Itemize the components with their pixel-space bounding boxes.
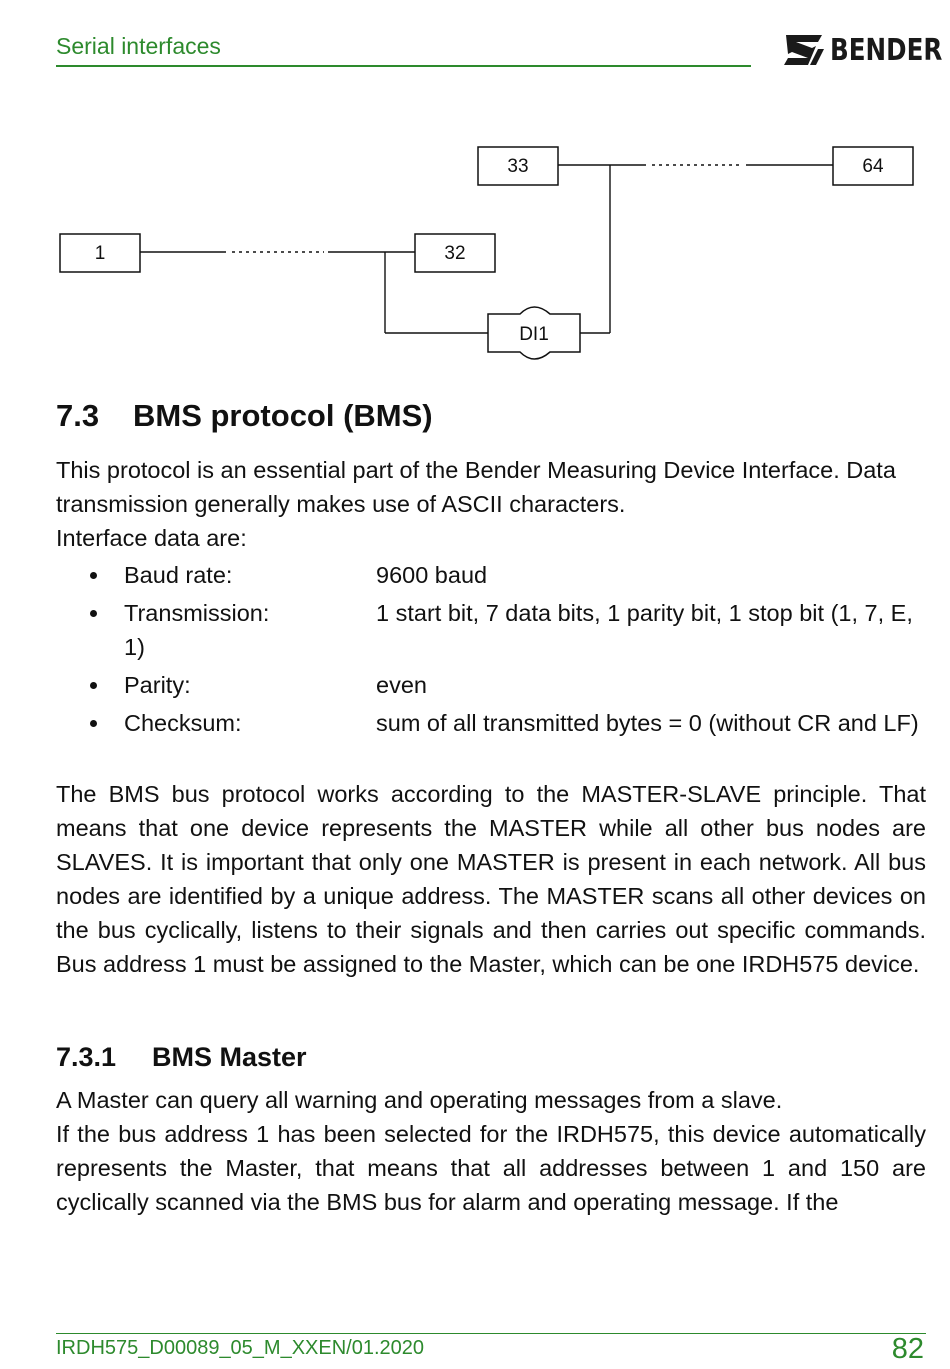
interface-data-label: Interface data are:	[56, 525, 247, 551]
master-address-paragraph: If the bus address 1 has been selected for the IRDH575, this device automatically represents the Master, that means that all addresses between 1 and 150 are cyclically scanned via the BMS bus for alarm and operating message. If the	[56, 1121, 926, 1215]
bullet-icon	[90, 720, 97, 727]
section-heading-7-3	[56, 398, 433, 434]
bender-logo-icon	[782, 33, 826, 67]
list-item	[56, 706, 926, 740]
bus-topology-diagram	[40, 130, 920, 370]
subsection-number: 7.3.1	[56, 1042, 117, 1072]
node-33-label: 33	[507, 156, 529, 177]
node-32-label: 32	[444, 243, 466, 264]
document-id: IRDH575_D00089_05_M_XXEN/01.2020	[56, 1337, 425, 1359]
node-32	[415, 234, 495, 272]
intro-paragraph: This protocol is an essential part of the Bender Measuring Device Interface. Data transmission generally makes use of ASCII characters.	[56, 457, 896, 517]
bullet-icon	[90, 572, 97, 579]
bullet-icon	[90, 610, 97, 617]
list-term: Checksum:	[124, 710, 242, 736]
header-rule	[56, 65, 751, 67]
section-number: 7.3	[56, 398, 100, 433]
bender-logo	[782, 30, 950, 70]
list-value: 9600 baud	[376, 562, 488, 588]
footer-rule	[56, 1333, 926, 1334]
list-term: Transmission:	[124, 600, 270, 626]
master-slave-paragraph: The BMS bus protocol works according to the MASTER-SLAVE principle. That means that one device represents the MASTER while all other bus nodes are SLAVES. It is important that only one MASTER is present in each network. All bus nodes are identified by a unique address. The MASTER scans all other devices on the bus cyclically, listens to their signals and then carries out specific commands. Bus address 1 must be assigned to the Master, which can be one IRDH575 device.	[56, 781, 926, 977]
list-value: 1 start bit, 7 data bits, 1 parity bit, 1 stop bit (1, 7, E, 1)	[124, 600, 913, 660]
running-header: Serial interfaces	[56, 33, 221, 59]
section-title: BMS protocol (BMS)	[133, 398, 433, 433]
list-item	[56, 558, 926, 592]
node-1-label: 1	[94, 243, 106, 264]
list-item	[56, 668, 926, 702]
brand-name: BENDER	[830, 32, 943, 68]
node-64	[833, 147, 913, 185]
interface-data-list	[56, 558, 926, 744]
list-value: even	[376, 672, 427, 698]
master-query-paragraph: A Master can query all warning and operating messages from a slave.	[56, 1087, 783, 1113]
subsection-title: BMS Master	[152, 1042, 307, 1072]
list-value: sum of all transmitted bytes = 0 (without CR and LF)	[376, 710, 919, 736]
node-di1-label: DI1	[519, 324, 549, 345]
section-heading-7-3-1	[56, 1042, 307, 1073]
node-1	[60, 234, 140, 272]
list-term: Baud rate:	[124, 562, 233, 588]
list-item	[56, 596, 926, 664]
list-term: Parity:	[124, 672, 191, 698]
bullet-icon	[90, 682, 97, 689]
node-di1-repeater	[488, 307, 580, 359]
node-64-label: 64	[862, 156, 884, 177]
node-33	[478, 147, 558, 185]
page-number: 82	[891, 1333, 924, 1365]
